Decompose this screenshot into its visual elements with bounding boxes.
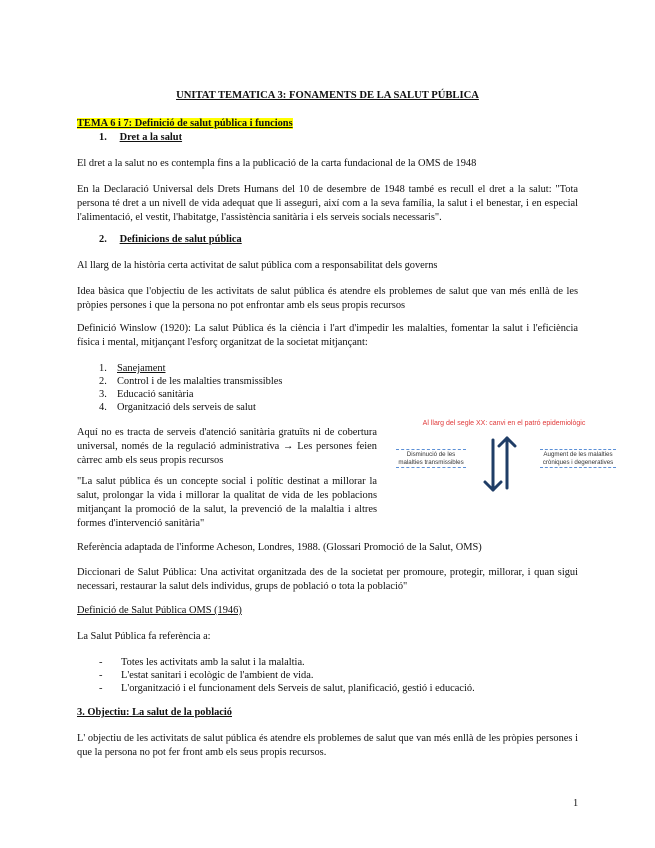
section2-paragraph2: Idea bàsica que l'objectiu de les activitats de salut pública és atendre els problemes de salut que van més enllà de les pròpies persones i que la persona no pot enfrontar amb els seus propis recursos bbox=[77, 286, 578, 311]
list-item bbox=[99, 401, 256, 415]
list-item-text: Control i de les malalties transmissibles bbox=[117, 376, 283, 387]
section1-number: 1. bbox=[99, 132, 107, 143]
oms-intro: La Salut Pública fa referència a: bbox=[77, 631, 211, 642]
oms-heading: Definició de Salut Pública OMS (1946) bbox=[77, 605, 242, 616]
list-item-number: 2. bbox=[99, 376, 107, 387]
bullet-dash: - bbox=[99, 657, 103, 668]
list-item bbox=[99, 375, 282, 389]
list-item bbox=[99, 656, 305, 670]
list-item bbox=[99, 388, 193, 402]
bullet-dash: - bbox=[99, 670, 103, 681]
list-item-text: Organització dels serveis de salut bbox=[117, 402, 256, 413]
decrease-box bbox=[396, 449, 466, 468]
section3-paragraph: L' objectiu de les activitats de salut pública és atendre els problemes de salut que van més enllà de les pròpies persones i que la persona no pot fer front amb els seus propis recursos. bbox=[77, 733, 578, 758]
acheson-reference: Referència adaptada de l'informe Acheson, Londres, 1988. (Glossari Promoció de la Salut, OMS) bbox=[77, 542, 482, 553]
section1-paragraph2: En la Declaració Universal dels Drets Humans del 10 de desembre de 1948 també es recull el dret a la salut: "Tota persona té dret a un nivell de vida adequat que li asseguri, així com a la seva família, la salut i el benestar, i en especial l'alimentació, el vestit, l'habitatge, l'assistència sanitària i els serveis socials necessaris". bbox=[77, 184, 578, 223]
section2-paragraph1: Al llarg de la història certa activitat de salut pública com a responsabilitat dels governs bbox=[77, 260, 438, 271]
sidebar-title: Al llarg del segle XX: canvi en el patró epidemiològic bbox=[422, 420, 586, 427]
list-item-text: L'organització i el funcionament dels Serveis de salut, planificació, gestió i educació. bbox=[121, 683, 475, 694]
list-item-number: 4. bbox=[99, 402, 107, 413]
section2-heading bbox=[99, 233, 242, 247]
section1-heading-text: Dret a la salut bbox=[119, 132, 183, 143]
increase-box bbox=[540, 449, 616, 468]
up-down-arrows-icon bbox=[482, 434, 518, 494]
list-item-text: Sanejament bbox=[117, 363, 166, 374]
services-paragraph: Aquí no es tracta de serveis d'atenció sanitària gratuïts ni de cobertura universal, només de la regulació administrativa → Les persones feien càrrec amb els seus propis recursos bbox=[77, 427, 377, 466]
list-item-text: L'estat sanitari i ecològic de l'ambient de vida. bbox=[121, 670, 314, 681]
winslow-definition: Definició Winslow (1920): La salut Pública és la ciència i l'art d'impedir les malalties, fomentar la salut i l'eficiència física i mental, mitjançant l'esforç organitzat de la societat mitjançant: bbox=[77, 323, 578, 348]
list-item-text: Totes les activitats amb la salut i la malaltia. bbox=[121, 657, 305, 668]
increase-box-text: Augment de les malalties cròniques i degeneratives bbox=[542, 451, 614, 466]
dictionary-definition: Diccionari de Salut Pública: Una activitat organitzada des de la societat per promoure, protegir, millorar, i quan sigui necessari, restaurar la salut dels individus, grups de població o tota la població" bbox=[77, 567, 578, 592]
decrease-box-text: Disminució de les malalties transmissibles bbox=[398, 451, 464, 466]
document-title: UNITAT TEMATICA 3: FONAMENTS DE LA SALUT PÚBLICA bbox=[176, 90, 479, 101]
tema-heading bbox=[77, 117, 293, 131]
list-item bbox=[99, 682, 475, 696]
list-item-number: 1. bbox=[99, 363, 107, 374]
section2-heading-text: Definicions de salut pública bbox=[119, 234, 242, 245]
page-number: 1 bbox=[573, 798, 579, 809]
acheson-quote: "La salut pública és un concepte social i polític destinat a millorar la salut, prolongar la vida i millorar la qualitat de vida de les poblacions mitjançant la promoció de la salut, la prevenció de la malaltia i altres formes d'intervenció sanitària" bbox=[77, 476, 377, 529]
bullet-dash: - bbox=[99, 683, 103, 694]
section2-number: 2. bbox=[99, 234, 107, 245]
tema-heading-text: TEMA 6 i 7: Definició de salut pública i funcions bbox=[77, 118, 293, 129]
list-item-text: Educació sanitària bbox=[117, 389, 194, 400]
section1-paragraph1: El dret a la salut no es contempla fins a la publicació de la carta fundacional de la OMS de 1948 bbox=[77, 158, 477, 169]
section1-heading bbox=[99, 131, 182, 145]
list-item-number: 3. bbox=[99, 389, 107, 400]
section3-heading: 3. Objectiu: La salut de la població bbox=[77, 707, 233, 718]
list-item bbox=[99, 362, 165, 376]
list-item bbox=[99, 669, 313, 683]
